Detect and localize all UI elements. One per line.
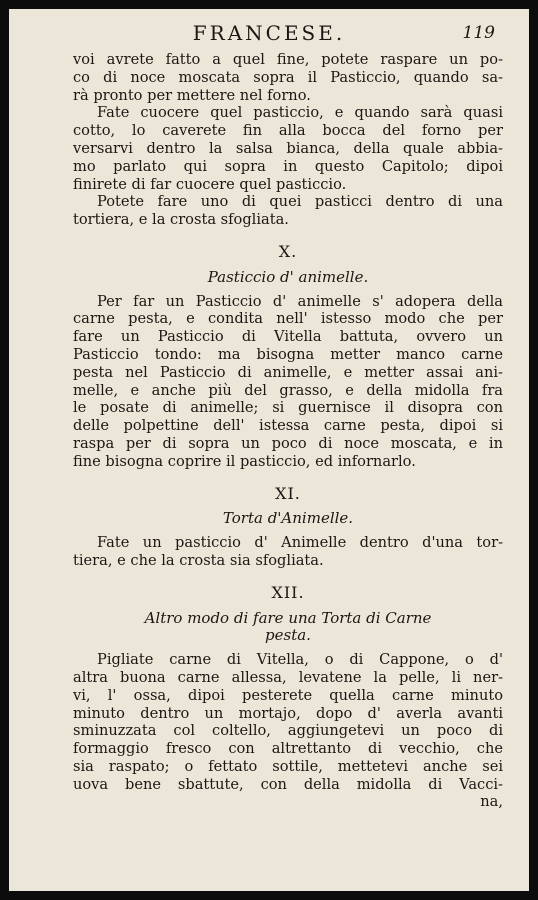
text-line: Potete fare uno di quei pasticci dentro di una (97, 193, 503, 211)
section-title-xii (73, 610, 503, 646)
section-title-xii-line1: Altro modo di fare una Torta di Carne (144, 608, 432, 627)
text-line: finirete di far cuocere quel pasticcio. (73, 175, 347, 193)
text-line: na, (480, 793, 503, 811)
text-line: melle, e anche più del grasso, e della midolla fra (73, 381, 503, 399)
text-line: Fate cuocere quel pasticcio, e quando sarà quasi (97, 104, 503, 122)
section-numeral-xi: XI. (275, 483, 301, 503)
text-line: Per far un Pasticcio d' animelle s' adopera della (97, 292, 503, 310)
text-line: fare un Pasticcio di Vitella battuta, ovvero un (73, 328, 503, 346)
text-line: pesta nel Pasticcio di animelle, e metter assai ani- (73, 363, 503, 381)
text-line: fine bisogna coprire il pasticcio, ed infornarlo. (73, 452, 416, 470)
section-body-x (73, 293, 503, 471)
text-line: vi, l' ossa, dipoi pesterete quella carne minuto (73, 686, 503, 704)
text-line: tiera, e che la crosta sia sfogliata. (73, 551, 324, 569)
text-line: raspa per di sopra un poco di noce moscata, e in (73, 434, 503, 452)
text-line: uova bene sbattute, con della midolla di Vacci- (73, 775, 503, 793)
text-line: Fate un pasticcio d' Animelle dentro d'una tor- (97, 534, 503, 552)
text-line: tortiera, e la crosta sfogliata. (73, 211, 289, 229)
section-body-xii (73, 651, 503, 811)
text-line: carne pesta, e condita nell' istesso modo che per (73, 310, 503, 328)
text-line: voi avrete fatto a quel fine, potete raspare un po- (73, 51, 503, 68)
section-title-x: Pasticcio d' animelle. (207, 267, 369, 286)
book-page (9, 9, 529, 891)
paragraph-cooking (73, 104, 503, 193)
page-number: 119 (462, 23, 495, 43)
text-line: delle polpettine dell' istessa carne pesta, dipoi si (73, 417, 503, 435)
text-line: Pasticcio tondo: ma bisogna metter manco carne (73, 345, 503, 363)
text-line: sminuzzata col coltello, aggiungetevi un poco di (73, 722, 503, 740)
text-line: versarvi dentro la salsa bianca, della quale abbia- (73, 139, 503, 157)
text-line: minuto dentro un mortajo, dopo d' averla avanti (73, 704, 503, 722)
section-numeral-xii: XII. (271, 582, 305, 602)
text-line: mo parlato qui sopra in questo Capitolo; dipoi (73, 157, 503, 175)
text-line: sia raspato; o fettato sottile, mettetevi anche sei (73, 757, 503, 775)
text-line: formaggio fresco con altrettanto di vecchio, che (73, 740, 503, 758)
text-line: le posate di animelle; si guernisce il disopra con (73, 399, 503, 417)
section-numeral-x: X. (278, 241, 298, 261)
text-line: Pigliate carne di Vitella, o di Cappone, o d' (97, 651, 503, 669)
section-title-xii-line2: pesta. (265, 626, 311, 645)
text-line: altra buona carne allessa, levatene la pelle, li ner- (73, 668, 503, 686)
page-header (9, 21, 529, 47)
text-line: rà pronto per mettere nel forno. (73, 86, 311, 104)
running-head: FRANCESE. (192, 21, 346, 45)
paragraph-continuation (73, 51, 503, 104)
paragraph-tortiera (73, 193, 503, 229)
text-line: co di noce moscata sopra il Pasticcio, quando sa- (73, 68, 503, 86)
page-body (73, 51, 503, 811)
section-title-xi: Torta d'Animelle. (222, 509, 354, 528)
text-line: cotto, lo caverete fin alla bocca del forno per (73, 122, 503, 140)
section-body-xi (73, 534, 503, 570)
